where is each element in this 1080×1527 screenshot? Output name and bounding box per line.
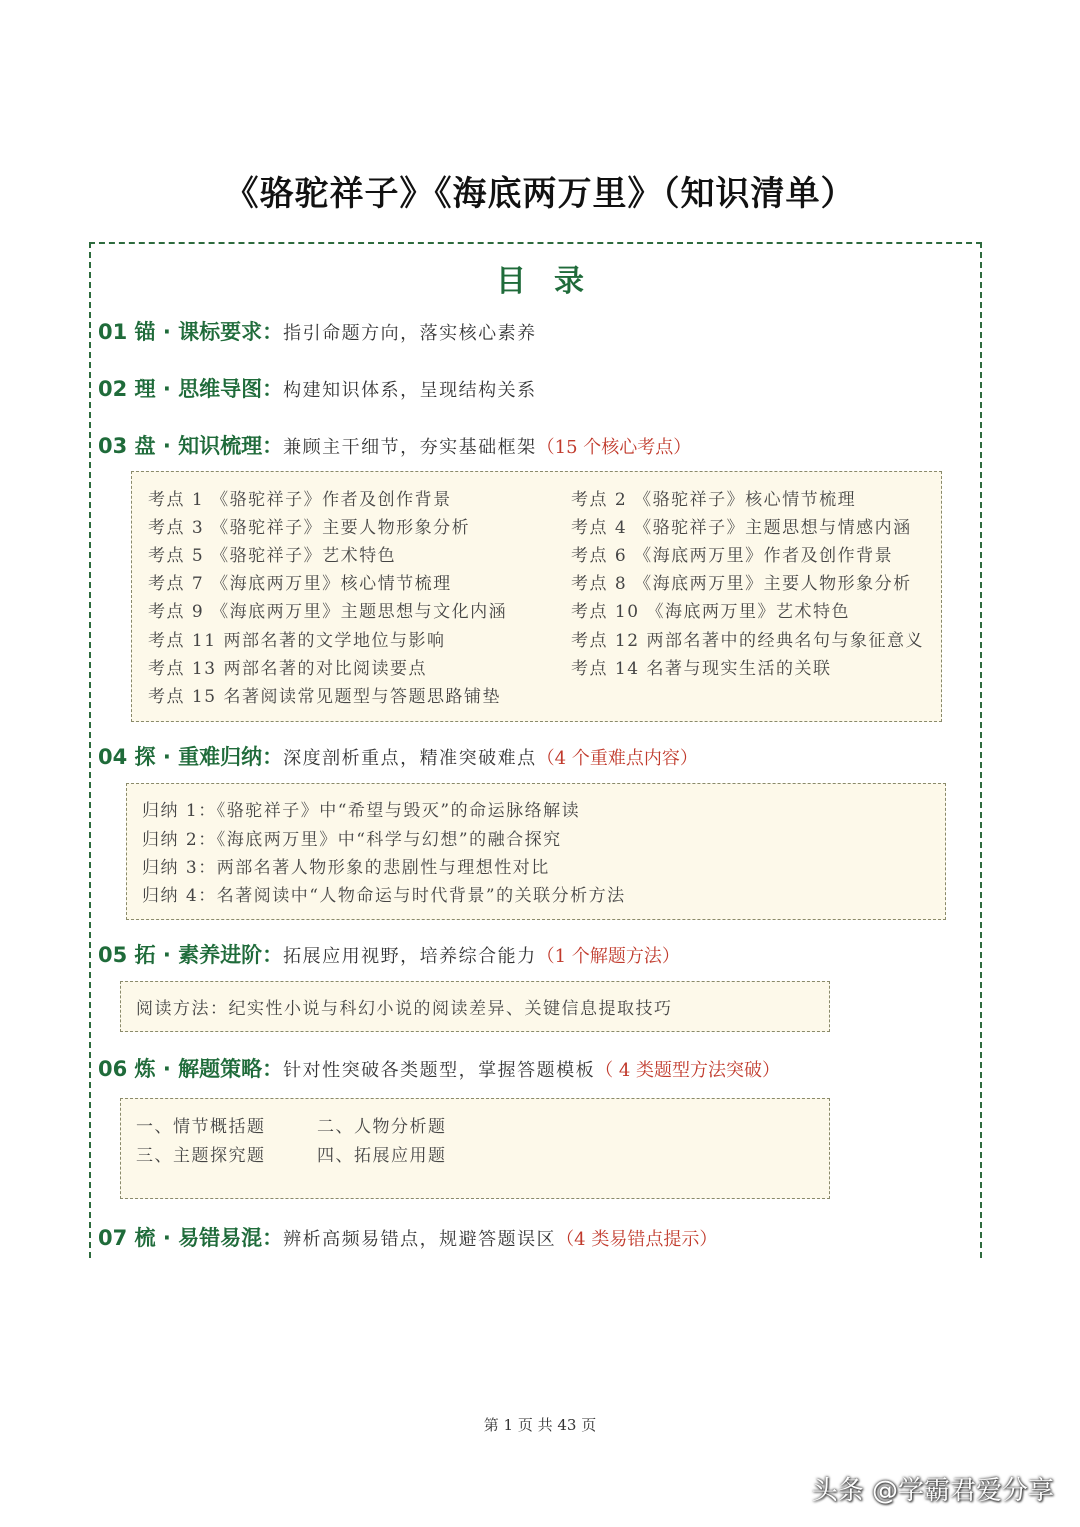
- kaodian-item: 考点 7 《海底两万里》核心情节梳理: [148, 574, 452, 594]
- document-title: 《骆驼祥子》《海底两万里》（知识清单）: [224, 174, 856, 214]
- section-desc: 辨析高频易错点，规避答题误区: [283, 1229, 557, 1250]
- kaodian-item: 考点 2 《骆驼祥子》核心情节梳理: [571, 490, 857, 510]
- question-types-box: [120, 1098, 830, 1199]
- guina-item: 归纳 4：名著阅读中“人物命运与时代背景”的关联分析方法: [142, 886, 626, 906]
- kaodian-item: 考点 9 《海底两万里》主题思想与文化内涵: [148, 602, 508, 622]
- kaodian-item: 考点 15 名著阅读常见题型与答题思路铺垫: [148, 687, 501, 707]
- method-box: [120, 981, 830, 1032]
- guina-item: 归纳 2：《海底两万里》中“科学与幻想”的融合探究: [142, 830, 562, 850]
- toc-section-03: [98, 430, 691, 460]
- kaodian-item: 考点 1 《骆驼祥子》作者及创作背景: [148, 490, 452, 510]
- section-desc: 兼顾主干细节，夯实基础框架: [283, 437, 537, 458]
- kaodian-item: 考点 5 《骆驼祥子》艺术特色: [148, 546, 397, 566]
- kaodian-item: 考点 6 《海底两万里》作者及创作背景: [571, 546, 894, 566]
- section-count: （15 个核心考点）: [536, 437, 692, 458]
- section-desc: 指引命题方向，落实核心素养: [283, 323, 537, 344]
- section-label: 03 盘 · 知识梳理：: [98, 434, 284, 458]
- question-type-item: 三、主题探究题: [136, 1146, 266, 1166]
- section-desc: 深度剖析重点，精准突破难点: [283, 748, 537, 769]
- section-count: （4 个重难点内容）: [536, 748, 698, 769]
- kaodian-item: 考点 13 两部名著的对比阅读要点: [148, 659, 427, 679]
- section-label: 06 炼 · 解题策略：: [98, 1057, 284, 1081]
- section-label: 02 理 · 思维导图：: [98, 377, 284, 401]
- kaodian-item: 考点 14 名著与现实生活的关联: [571, 659, 832, 679]
- question-type-item: 二、人物分析题: [317, 1117, 447, 1137]
- toc-heading: 目录: [496, 264, 612, 299]
- kaodian-item: 考点 4 《骆驼祥子》主题思想与情感内涵: [571, 518, 912, 538]
- section-label: 07 梳 · 易错易混：: [98, 1226, 284, 1250]
- toc-section-02: [98, 373, 537, 403]
- toc-section-06: [98, 1053, 780, 1083]
- kaodian-item: 考点 11 两部名著的文学地位与影响: [148, 631, 446, 651]
- kaodian-box: [131, 471, 942, 722]
- section-label: 05 拓 · 素养进阶：: [98, 943, 284, 967]
- kaodian-item: 考点 3 《骆驼祥子》主要人物形象分析: [148, 518, 471, 538]
- section-label: 04 探 · 重难归纳：: [98, 745, 284, 769]
- kaodian-item: 考点 12 两部名著中的经典名句与象征意义: [571, 631, 924, 651]
- toc-section-05: [98, 939, 680, 969]
- section-desc: 针对性突破各类题型，掌握答题模板: [283, 1060, 596, 1081]
- guina-box: [126, 783, 946, 920]
- watermark: 头条 @学霸君爱分享: [811, 1476, 1054, 1506]
- toc-section-07: [98, 1222, 717, 1252]
- section-desc: 拓展应用视野，培养综合能力: [283, 946, 537, 967]
- kaodian-item: 考点 8 《海底两万里》主要人物形象分析: [571, 574, 912, 594]
- page-footer: 第 1 页 共 43 页: [483, 1416, 597, 1434]
- method-text: 阅读方法：纪实性小说与科幻小说的阅读差异、关键信息提取技巧: [136, 999, 673, 1019]
- question-type-item: 一、情节概括题: [136, 1117, 266, 1137]
- section-count: （ 4 类题型方法突破）: [595, 1060, 781, 1081]
- question-type-item: 四、拓展应用题: [317, 1146, 447, 1166]
- section-label: 01 锚 · 课标要求：: [98, 320, 284, 344]
- section-count: （1 个解题方法）: [536, 946, 680, 967]
- toc-section-04: [98, 741, 698, 771]
- guina-item: 归纳 1：《骆驼祥子》中“希望与毁灭”的命运脉络解读: [142, 801, 581, 821]
- kaodian-item: 考点 10 《海底两万里》艺术特色: [571, 602, 850, 622]
- toc-section-01: [98, 316, 537, 346]
- section-count: （4 类易错点提示）: [556, 1229, 718, 1250]
- guina-item: 归纳 3：两部名著人物形象的悲剧性与理想性对比: [142, 858, 550, 878]
- section-desc: 构建知识体系，呈现结构关系: [283, 380, 537, 401]
